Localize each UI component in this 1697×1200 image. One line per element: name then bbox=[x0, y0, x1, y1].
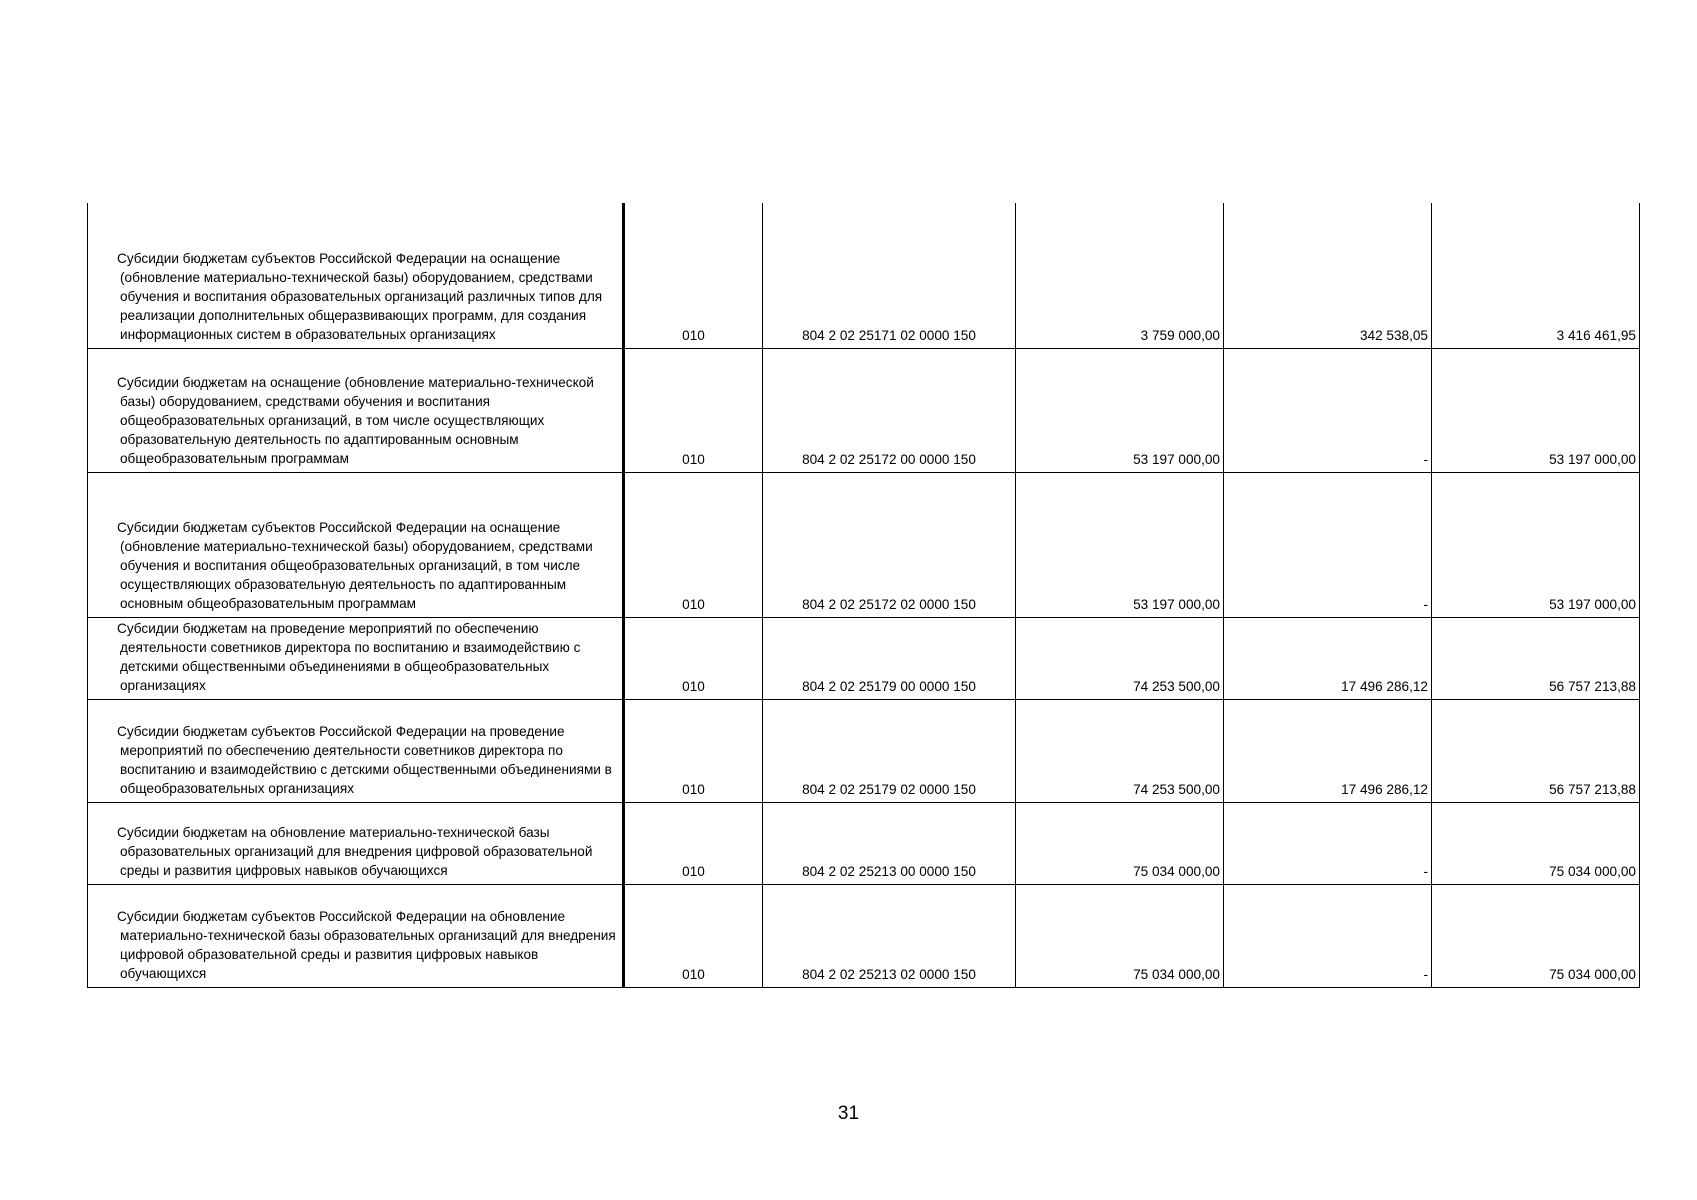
budget-income-table bbox=[87, 203, 1640, 988]
table-row bbox=[88, 617, 1640, 699]
approved-amount-cell: 75 034 000,00 bbox=[1016, 802, 1224, 884]
income-name-cell: Субсидии бюджетам субъектов Российской Федерации на оснащение (обновление материально-технической базы) оборудованием, средствами обучения и воспитания общеобразовательных организаций, в том числе осуществляющих образовательную деятельность по адаптированным основным общеобразовательным программам bbox=[88, 472, 624, 617]
executed-amount-cell: 17 496 286,12 bbox=[1224, 617, 1432, 699]
line-code-cell: 010 bbox=[624, 348, 763, 472]
unexecuted-amount-cell: 3 416 461,95 bbox=[1432, 203, 1640, 348]
line-code-cell: 010 bbox=[624, 884, 763, 987]
income-code-cell: 804 2 02 25213 02 0000 150 bbox=[763, 884, 1016, 987]
income-code-cell: 804 2 02 25172 00 0000 150 bbox=[763, 348, 1016, 472]
unexecuted-amount-cell: 53 197 000,00 bbox=[1432, 348, 1640, 472]
executed-amount-cell: 342 538,05 bbox=[1224, 203, 1432, 348]
income-code-cell: 804 2 02 25171 02 0000 150 bbox=[763, 203, 1016, 348]
approved-amount-cell: 3 759 000,00 bbox=[1016, 203, 1224, 348]
table-row bbox=[88, 699, 1640, 802]
approved-amount-cell: 75 034 000,00 bbox=[1016, 884, 1224, 987]
income-name-cell: Субсидии бюджетам на проведение мероприятий по обеспечению деятельности советников директора по воспитанию и взаимодействию с детскими общественными объединениями в общеобразовательных организациях bbox=[88, 617, 624, 699]
unexecuted-amount-cell: 75 034 000,00 bbox=[1432, 884, 1640, 987]
unexecuted-amount-cell: 56 757 213,88 bbox=[1432, 699, 1640, 802]
income-code-cell: 804 2 02 25172 02 0000 150 bbox=[763, 472, 1016, 617]
line-code-cell: 010 bbox=[624, 203, 763, 348]
executed-amount-cell: - bbox=[1224, 802, 1432, 884]
executed-amount-cell: 17 496 286,12 bbox=[1224, 699, 1432, 802]
table-row bbox=[88, 203, 1640, 348]
table-row bbox=[88, 802, 1640, 884]
approved-amount-cell: 53 197 000,00 bbox=[1016, 348, 1224, 472]
unexecuted-amount-cell: 56 757 213,88 bbox=[1432, 617, 1640, 699]
income-name-cell: Субсидии бюджетам на оснащение (обновление материально-технической базы) оборудованием, средствами обучения и воспитания общеобразовательных организаций, в том числе осуществляющих образовательную деятельность по адаптированным основным общеобразовательным программам bbox=[88, 348, 624, 472]
executed-amount-cell: - bbox=[1224, 472, 1432, 617]
line-code-cell: 010 bbox=[624, 699, 763, 802]
unexecuted-amount-cell: 53 197 000,00 bbox=[1432, 472, 1640, 617]
executed-amount-cell: - bbox=[1224, 884, 1432, 987]
line-code-cell: 010 bbox=[624, 472, 763, 617]
unexecuted-amount-cell: 75 034 000,00 bbox=[1432, 802, 1640, 884]
income-code-cell: 804 2 02 25213 00 0000 150 bbox=[763, 802, 1016, 884]
executed-amount-cell: - bbox=[1224, 348, 1432, 472]
line-code-cell: 010 bbox=[624, 617, 763, 699]
income-name-cell: Субсидии бюджетам субъектов Российской Федерации на проведение мероприятий по обеспечению деятельности советников директора по воспитанию и взаимодействию с детскими общественными объединениями в общеобразовательных организациях bbox=[88, 699, 624, 802]
income-name-cell: Субсидии бюджетам субъектов Российской Федерации на обновление материально-технической базы образовательных организаций для внедрения цифровой образовательной среды и развития цифровых навыков обучающихся bbox=[88, 884, 624, 987]
table-row bbox=[88, 472, 1640, 617]
income-code-cell: 804 2 02 25179 02 0000 150 bbox=[763, 699, 1016, 802]
approved-amount-cell: 74 253 500,00 bbox=[1016, 617, 1224, 699]
table-row bbox=[88, 348, 1640, 472]
table-row bbox=[88, 884, 1640, 987]
income-name-cell: Субсидии бюджетам субъектов Российской Федерации на оснащение (обновление материально-технической базы) оборудованием, средствами обучения и воспитания образовательных организаций различных типов для реализации дополнительных общеразвивающих программ, для создания информационных систем в образовательных организациях bbox=[88, 203, 624, 348]
income-name-cell: Субсидии бюджетам на обновление материально-технической базы образовательных организаций для внедрения цифровой образовательной среды и развития цифровых навыков обучающихся bbox=[88, 802, 624, 884]
approved-amount-cell: 74 253 500,00 bbox=[1016, 699, 1224, 802]
income-code-cell: 804 2 02 25179 00 0000 150 bbox=[763, 617, 1016, 699]
approved-amount-cell: 53 197 000,00 bbox=[1016, 472, 1224, 617]
line-code-cell: 010 bbox=[624, 802, 763, 884]
page-number: 31 bbox=[837, 1103, 860, 1124]
